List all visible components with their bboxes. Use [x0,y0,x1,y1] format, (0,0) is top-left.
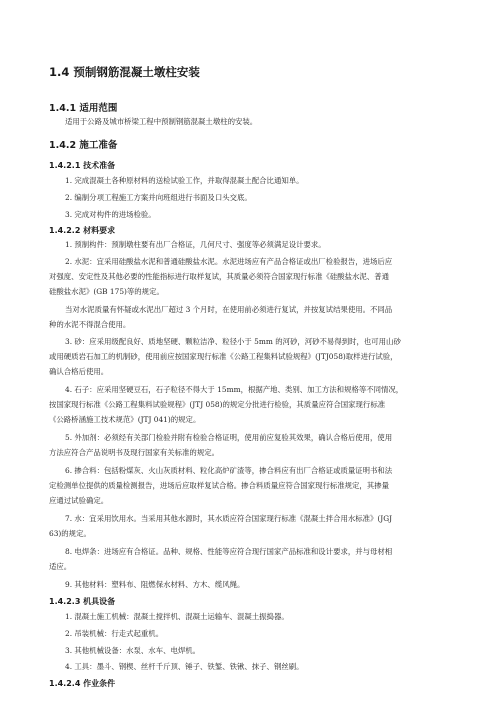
equipment-item: 3. 其他机械设备：水泵、水车、电焊机。 [65,646,201,655]
tech-item: 2. 编制分项工程施工方案并向班组进行书面及口头交底。 [65,193,252,202]
materials-line: 3. 砂：应采用级配良好、质地坚硬、颗粒洁净、粒径小于 5mm 的河砂，河砂不易得到时，也可用山砂 [65,337,401,346]
equipment-item: 2. 吊装机械：行走式起重机。 [65,629,164,638]
equipment-heading: 1.4.2.3 机具设备 [49,597,116,606]
materials-heading: 1.4.2.2 材料要求 [49,226,116,235]
materials-line: 硅酸盐水泥》(GB 175)等的规定。 [49,287,164,296]
scope-text: 适用于公路及城市桥梁工程中预制钢筋混凝土墩柱的安装。 [65,117,258,126]
conditions-heading: 1.4.2.4 作业条件 [49,679,116,688]
materials-line: 6. 掺合料：包括粉煤灰、火山灰质材料、粒化高炉矿渣等，掺合料应有出厂合格证或质量证明书和法 [65,466,393,475]
materials-line: 或用硬质岩石加工的机制砂，使用前应按国家现行标准《公路工程集料试验规程》(JTJ058)取样进行试验， [49,352,398,361]
materials-line: 确认合格后使用。 [49,367,109,376]
materials-line: 应通过试验确定。 [49,496,109,505]
materials-line: 9. 其他材料：塑料布、阻燃保水材料、方木、缆风绳。 [65,580,245,589]
materials-line: 定检测单位提供的质量检测报告，进场后应取样复试合格。掺合料质量应符合国家现行标准规定，其掺量 [49,481,389,490]
materials-line: 1. 预制构件：预制墩柱要有出厂合格证，几何尺寸、强度等必须满足设计要求。 [65,240,326,249]
section-title: 1.4 预制钢筋混凝土墩柱安装 [49,65,200,79]
scope-heading: 1.4.1 适用范围 [49,103,118,114]
tech-heading: 1.4.2.1 技术准备 [49,161,116,170]
materials-line: 适应。 [49,562,72,571]
materials-line: 对强度、安定性及其他必要的性能指标进行取样复试，其质量必须符合国家现行标准《硅酸盐水泥、普通 [49,272,389,281]
materials-line: 63)的规定。 [49,529,91,538]
materials-line: 2. 水泥：宜采用硅酸盐水泥和普通硅酸盐水泥。水泥进场应有产品合格证或出厂检验报告，进场后应 [65,257,393,266]
materials-line: 按国家现行标准《公路工程集料试验规程》(JTJ 058)的规定分批进行检验，其质量应符合国家现行标准 [49,400,386,409]
equipment-item: 1. 混凝土施工机械：混凝土搅拌机、混凝土运输车、混凝土振捣器。 [65,612,289,621]
materials-line: 种的水泥不得混合使用。 [49,320,131,329]
materials-line: 8. 电焊条：进场应有合格证。品种、规格、性能等应符合现行国家产品标准和设计要求，并与母材相 [65,547,393,556]
tech-item: 3. 完成对构件的进场检验。 [65,210,156,219]
prep-heading: 1.4.2 施工准备 [49,140,118,151]
materials-line: 7. 水：宜采用饮用水。当采用其他水源时，其水质应符合国家现行标准《混凝土拌合用水标准》(JGJ [65,514,393,523]
materials-line: 方法应符合产品说明书及现行国家有关标准的规定。 [49,448,219,457]
materials-line: 5. 外加剂：必须经有关部门检验并附有检验合格证明，使用前应复验其效果，确认合格后使用，使用 [65,433,393,442]
materials-line: 《公路桥涵施工技术规范》(JTJ 041)的规定。 [49,415,201,424]
materials-line: 当对水泥质量有怀疑或水泥出厂超过 3 个月时，在使用前必须进行复试，并按复试结果使用。不同品 [65,305,393,314]
equipment-item: 4. 工具：墨斗、钢楔、丝杆千斤顶、锤子、铁錾、铁锹、抹子、钢丝刷。 [65,662,304,671]
tech-item: 1. 完成混凝土各种原材料的送检试验工作，并取得混凝土配合比通知单。 [65,176,304,185]
materials-line: 4. 石子：应采用坚硬豆石，石子粒径不得大于 15mm，根据产地、类别、加工方法和规格等不同情况， [65,385,404,394]
